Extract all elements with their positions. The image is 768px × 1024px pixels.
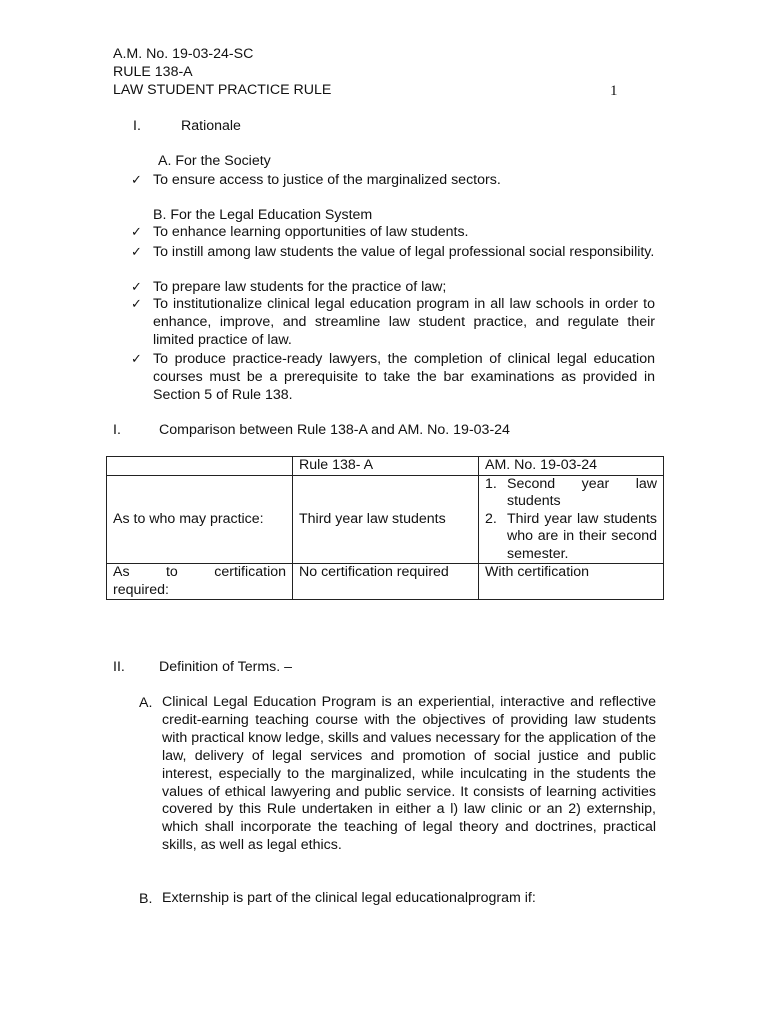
checkmark-icon: ✓ <box>131 172 142 187</box>
table-row <box>107 564 664 600</box>
document-id: A.M. No. 19-03-24-SC <box>113 46 254 62</box>
table-cell: With certification <box>479 564 664 600</box>
section-title-definitions: Definition of Terms. – <box>159 659 292 675</box>
checkmark-icon: ✓ <box>131 296 142 311</box>
list-item: 1. Second year law students <box>485 475 657 509</box>
section-numeral: I. <box>133 118 141 134</box>
definition-clinical-program: Clinical Legal Education Program is an experiential, interactive and reflective credit-earning teaching course with the objectives of providing law students with practical know ledge, skills and values necessary for the application of the law, delivery of legal services and promotion of social justice and public interest, especially to the marginalized, while inculcating in the students the values of ethical lawyering and public service. It consists of learning activities covered by this Rule undertaken in either a l) law clinic or an 2) externship, which shall incorporate the teaching of legal theory and doctrines, practical skills, as well as legal ethics. <box>162 694 656 854</box>
list-item: To enhance learning opportunities of law students. <box>153 224 469 240</box>
am-eligibility-list <box>485 476 657 564</box>
rule-number: RULE 138-A <box>113 64 193 80</box>
list-item: 2. Third year law students who are in their second semester. <box>485 510 657 562</box>
page-number: 1 <box>610 83 618 99</box>
checkmark-icon: ✓ <box>131 279 142 294</box>
section-title-rationale: Rationale <box>181 118 241 134</box>
table-cell: As to certification required: <box>107 564 293 600</box>
table-header-cell: Rule 138- A <box>293 457 479 476</box>
definition-externship: Externship is part of the clinical legal educationalprogram if: <box>162 890 536 906</box>
subheading-society: A. For the Society <box>158 153 271 169</box>
checkmark-icon: ✓ <box>131 244 142 259</box>
table-cell: As to who may practice: <box>107 475 293 564</box>
table-header-row <box>107 457 664 476</box>
checkmark-icon: ✓ <box>131 351 142 366</box>
table-header-cell: AM. No. 19-03-24 <box>479 457 664 476</box>
checkmark-icon: ✓ <box>131 224 142 239</box>
table-cell <box>479 475 664 564</box>
table-cell: Third year law students <box>293 475 479 564</box>
list-item: To ensure access to justice of the marginalized sectors. <box>153 172 501 188</box>
subheading-legal-education: B. For the Legal Education System <box>153 207 373 223</box>
table-row <box>107 475 664 564</box>
table-cell: No certification required <box>293 564 479 600</box>
item-letter: A. <box>139 695 153 711</box>
list-item: To prepare law students for the practice of law; <box>153 279 447 295</box>
table-header-cell <box>107 457 293 476</box>
list-item: To institutionalize clinical legal education program in all law schools in order to enhance, improve, and streamline law student practice, and regulate their limited practice of law. <box>153 296 655 348</box>
comparison-title: Comparison between Rule 138-A and AM. No. 19-03-24 <box>159 422 510 438</box>
document-title: LAW STUDENT PRACTICE RULE <box>113 82 332 98</box>
item-letter: B. <box>139 891 153 907</box>
section-numeral: II. <box>113 659 125 675</box>
comparison-numeral: I. <box>113 422 121 438</box>
comparison-table <box>106 456 664 600</box>
list-item: To instill among law students the value of legal professional social responsibility. <box>153 244 655 260</box>
list-item: To produce practice-ready lawyers, the completion of clinical legal education courses must be a prerequisite to take the bar examinations as provided in Section 5 of Rule 138. <box>153 351 655 403</box>
